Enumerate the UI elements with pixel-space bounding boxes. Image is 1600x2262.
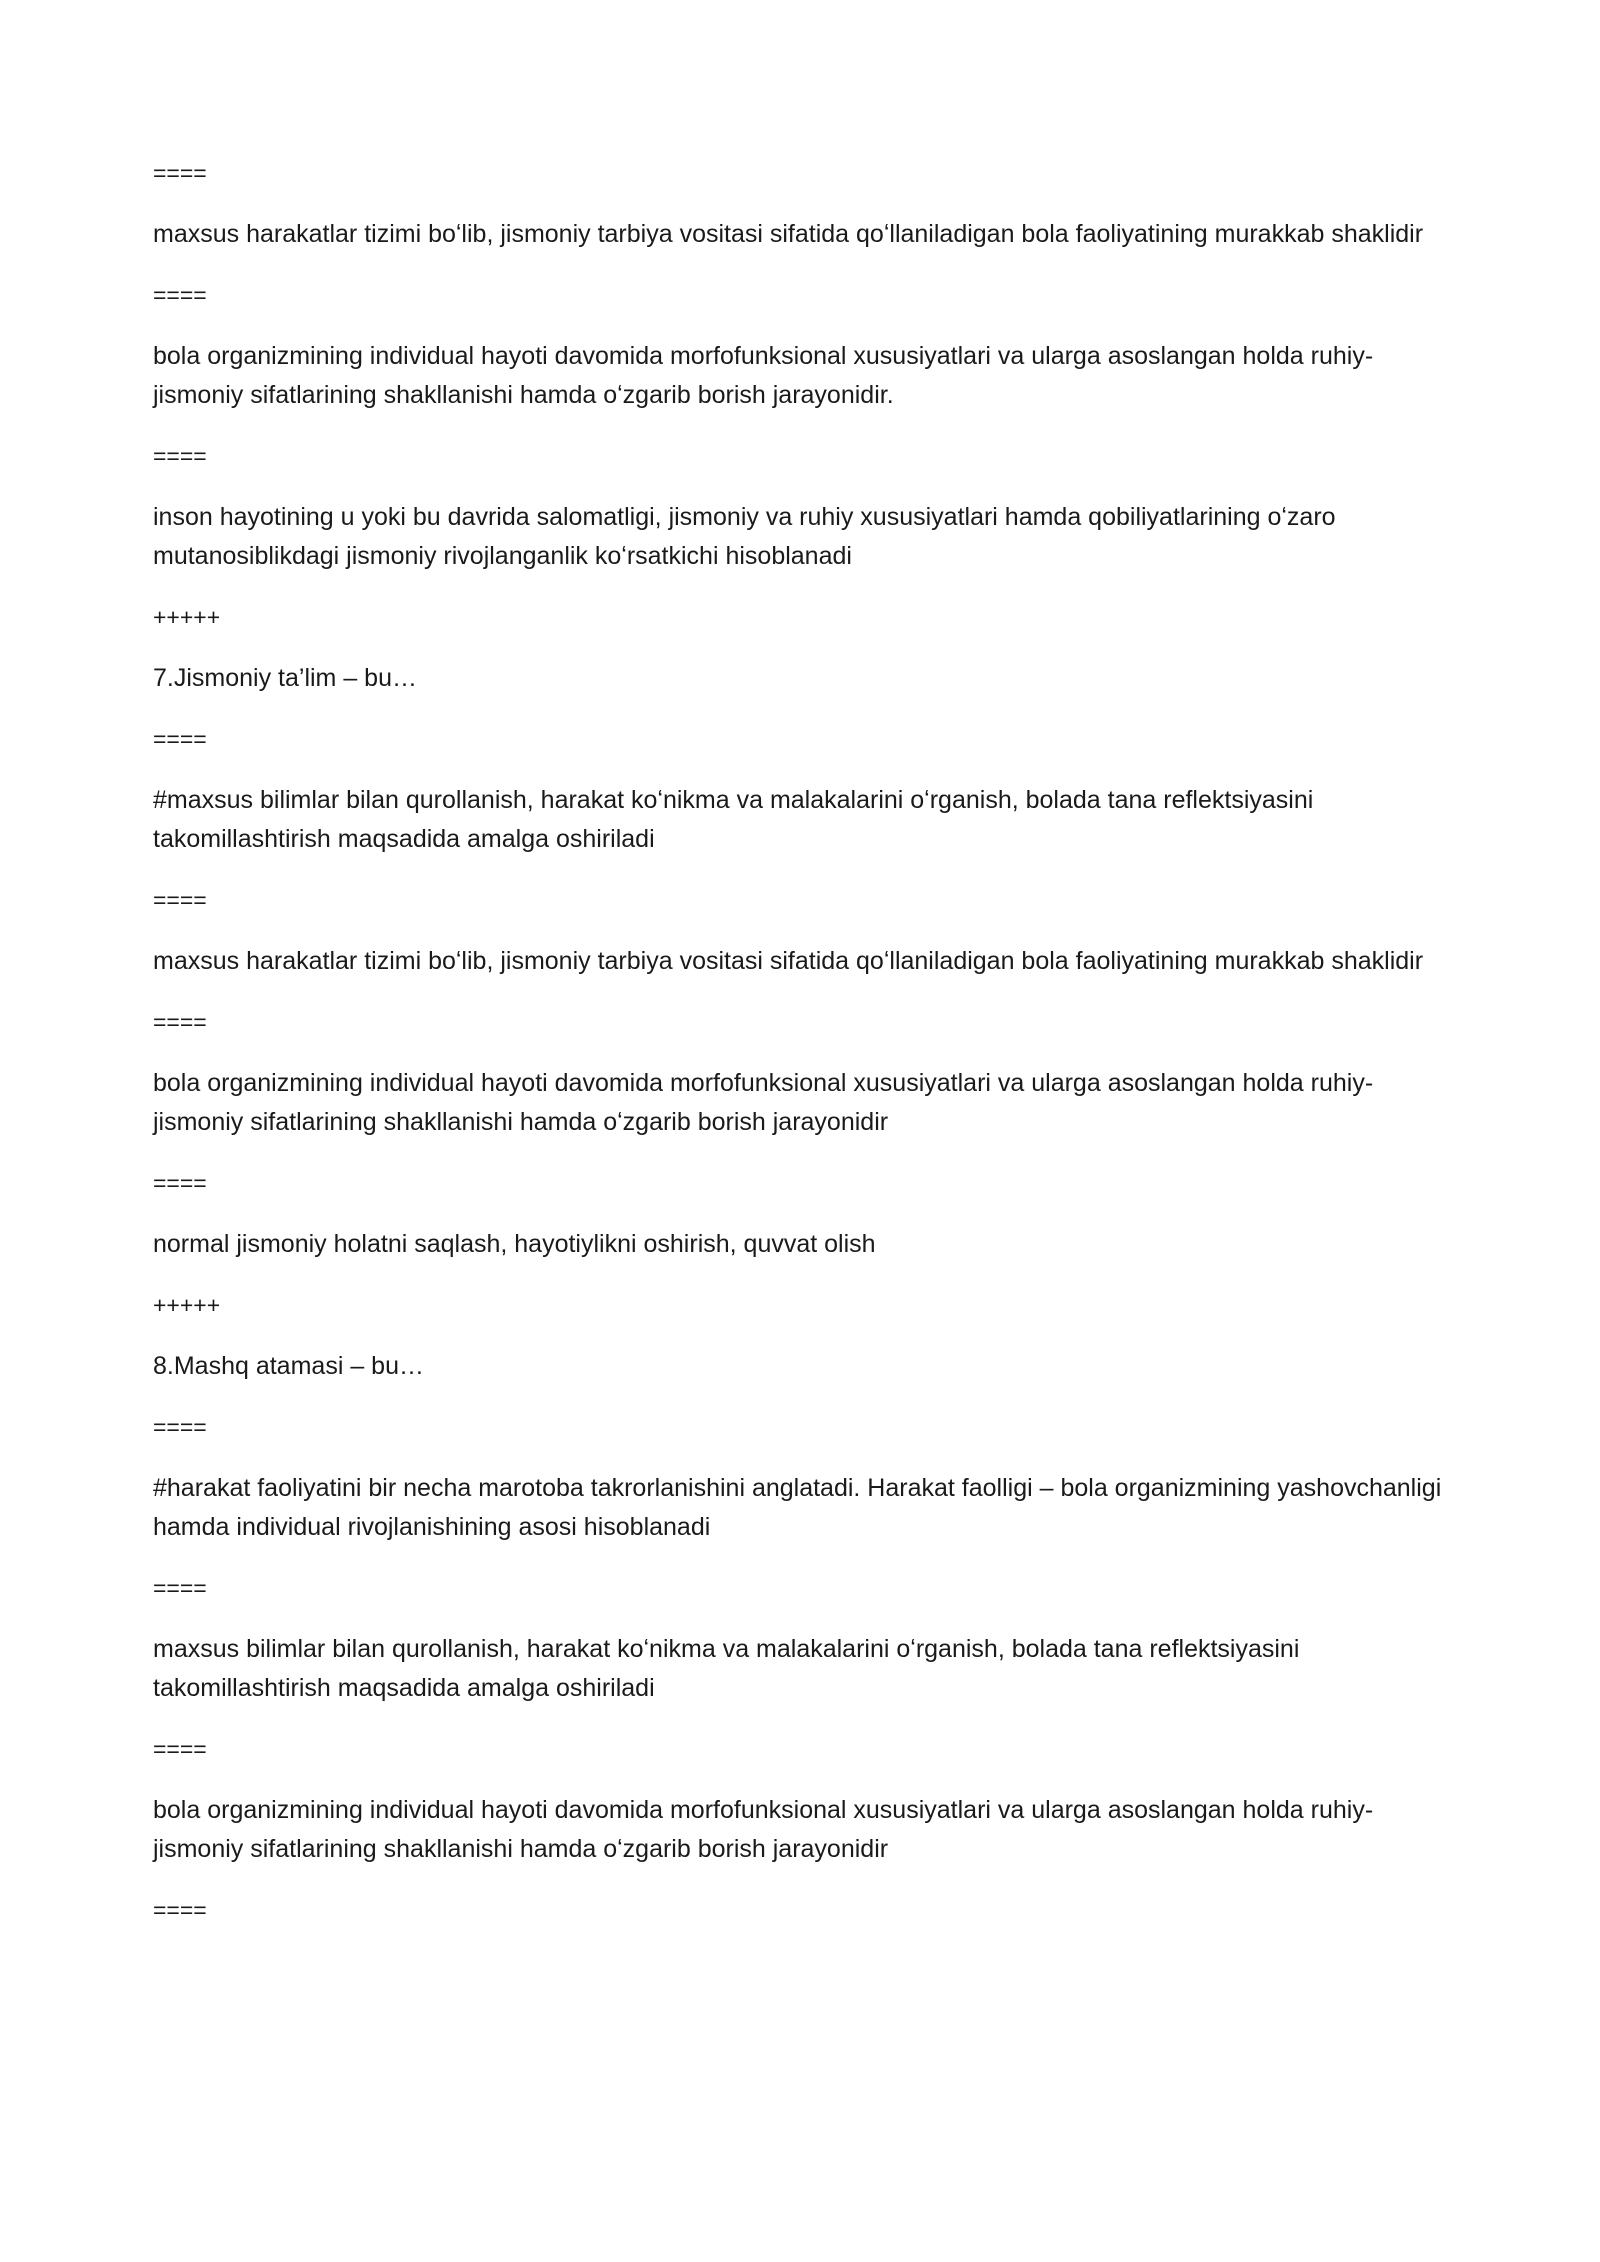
separator: ==== bbox=[153, 887, 207, 913]
answer-option: normal jismoniy holatni saqlash, hayotiylikni oshirish, quvvat olish bbox=[153, 1230, 876, 1258]
question-text: 8.Mashq atamasi – bu… bbox=[153, 1352, 424, 1380]
answer-option: bola organizmining individual hayoti davomida morfofunksional xususiyatlari va ularga asoslangan holda ruhiy-jismoniy sifatlarining shakllanishi hamda oʻzgarib borish jarayonidir bbox=[153, 1069, 1374, 1136]
correct-answer-option: #maxsus bilimlar bilan qurollanish, harakat koʻnikma va malakalarini oʻrganish, bolada tana reflektsiyasini takomillashtirish maqsadida amalga oshiriladi bbox=[153, 786, 1314, 853]
separator: ==== bbox=[153, 1009, 207, 1035]
separator: ==== bbox=[153, 1414, 207, 1440]
separator: ==== bbox=[153, 1897, 207, 1923]
correct-answer-option: #harakat faoliyatini bir necha marotoba takrorlanishini anglatadi. Harakat faolligi – bola organizmining yashovchanligi hamda individual rivojlanishining asosi hisoblanadi bbox=[153, 1474, 1442, 1541]
separator: ==== bbox=[153, 160, 207, 186]
answer-option: maxsus harakatlar tizimi boʻlib, jismoniy tarbiya vositasi sifatida qoʻllaniladigan bola faoliyatining murakkab shaklidir bbox=[153, 220, 1424, 248]
separator: ==== bbox=[153, 1170, 207, 1196]
question-separator: +++++ bbox=[153, 604, 221, 630]
separator: ==== bbox=[153, 726, 207, 752]
answer-option: inson hayotining u yoki bu davrida salomatligi, jismoniy va ruhiy xususiyatlari hamda qobiliyatlarining oʻzaro mutanosiblikdagi jismoniy rivojlanganlik koʻrsatkichi hisoblanadi bbox=[153, 503, 1336, 570]
question-text: 7.Jismoniy ta’lim – bu… bbox=[153, 664, 417, 692]
separator: ==== bbox=[153, 1736, 207, 1762]
separator: ==== bbox=[153, 443, 207, 469]
separator: ==== bbox=[153, 282, 207, 308]
separator: ==== bbox=[153, 1575, 207, 1601]
question-separator: +++++ bbox=[153, 1292, 221, 1318]
answer-option: bola organizmining individual hayoti davomida morfofunksional xususiyatlari va ularga asoslangan holda ruhiy-jismoniy sifatlarining shakllanishi hamda oʻzgarib borish jarayonidir. bbox=[153, 342, 1374, 409]
answer-option: bola organizmining individual hayoti davomida morfofunksional xususiyatlari va ularga asoslangan holda ruhiy-jismoniy sifatlarining shakllanishi hamda oʻzgarib borish jarayonidir bbox=[153, 1796, 1374, 1863]
answer-option: maxsus bilimlar bilan qurollanish, harakat koʻnikma va malakalarini oʻrganish, bolada tana reflektsiyasini takomillashtirish maqsadida amalga oshiriladi bbox=[153, 1635, 1300, 1702]
answer-option: maxsus harakatlar tizimi boʻlib, jismoniy tarbiya vositasi sifatida qoʻllaniladigan bola faoliyatining murakkab shaklidir bbox=[153, 947, 1424, 975]
